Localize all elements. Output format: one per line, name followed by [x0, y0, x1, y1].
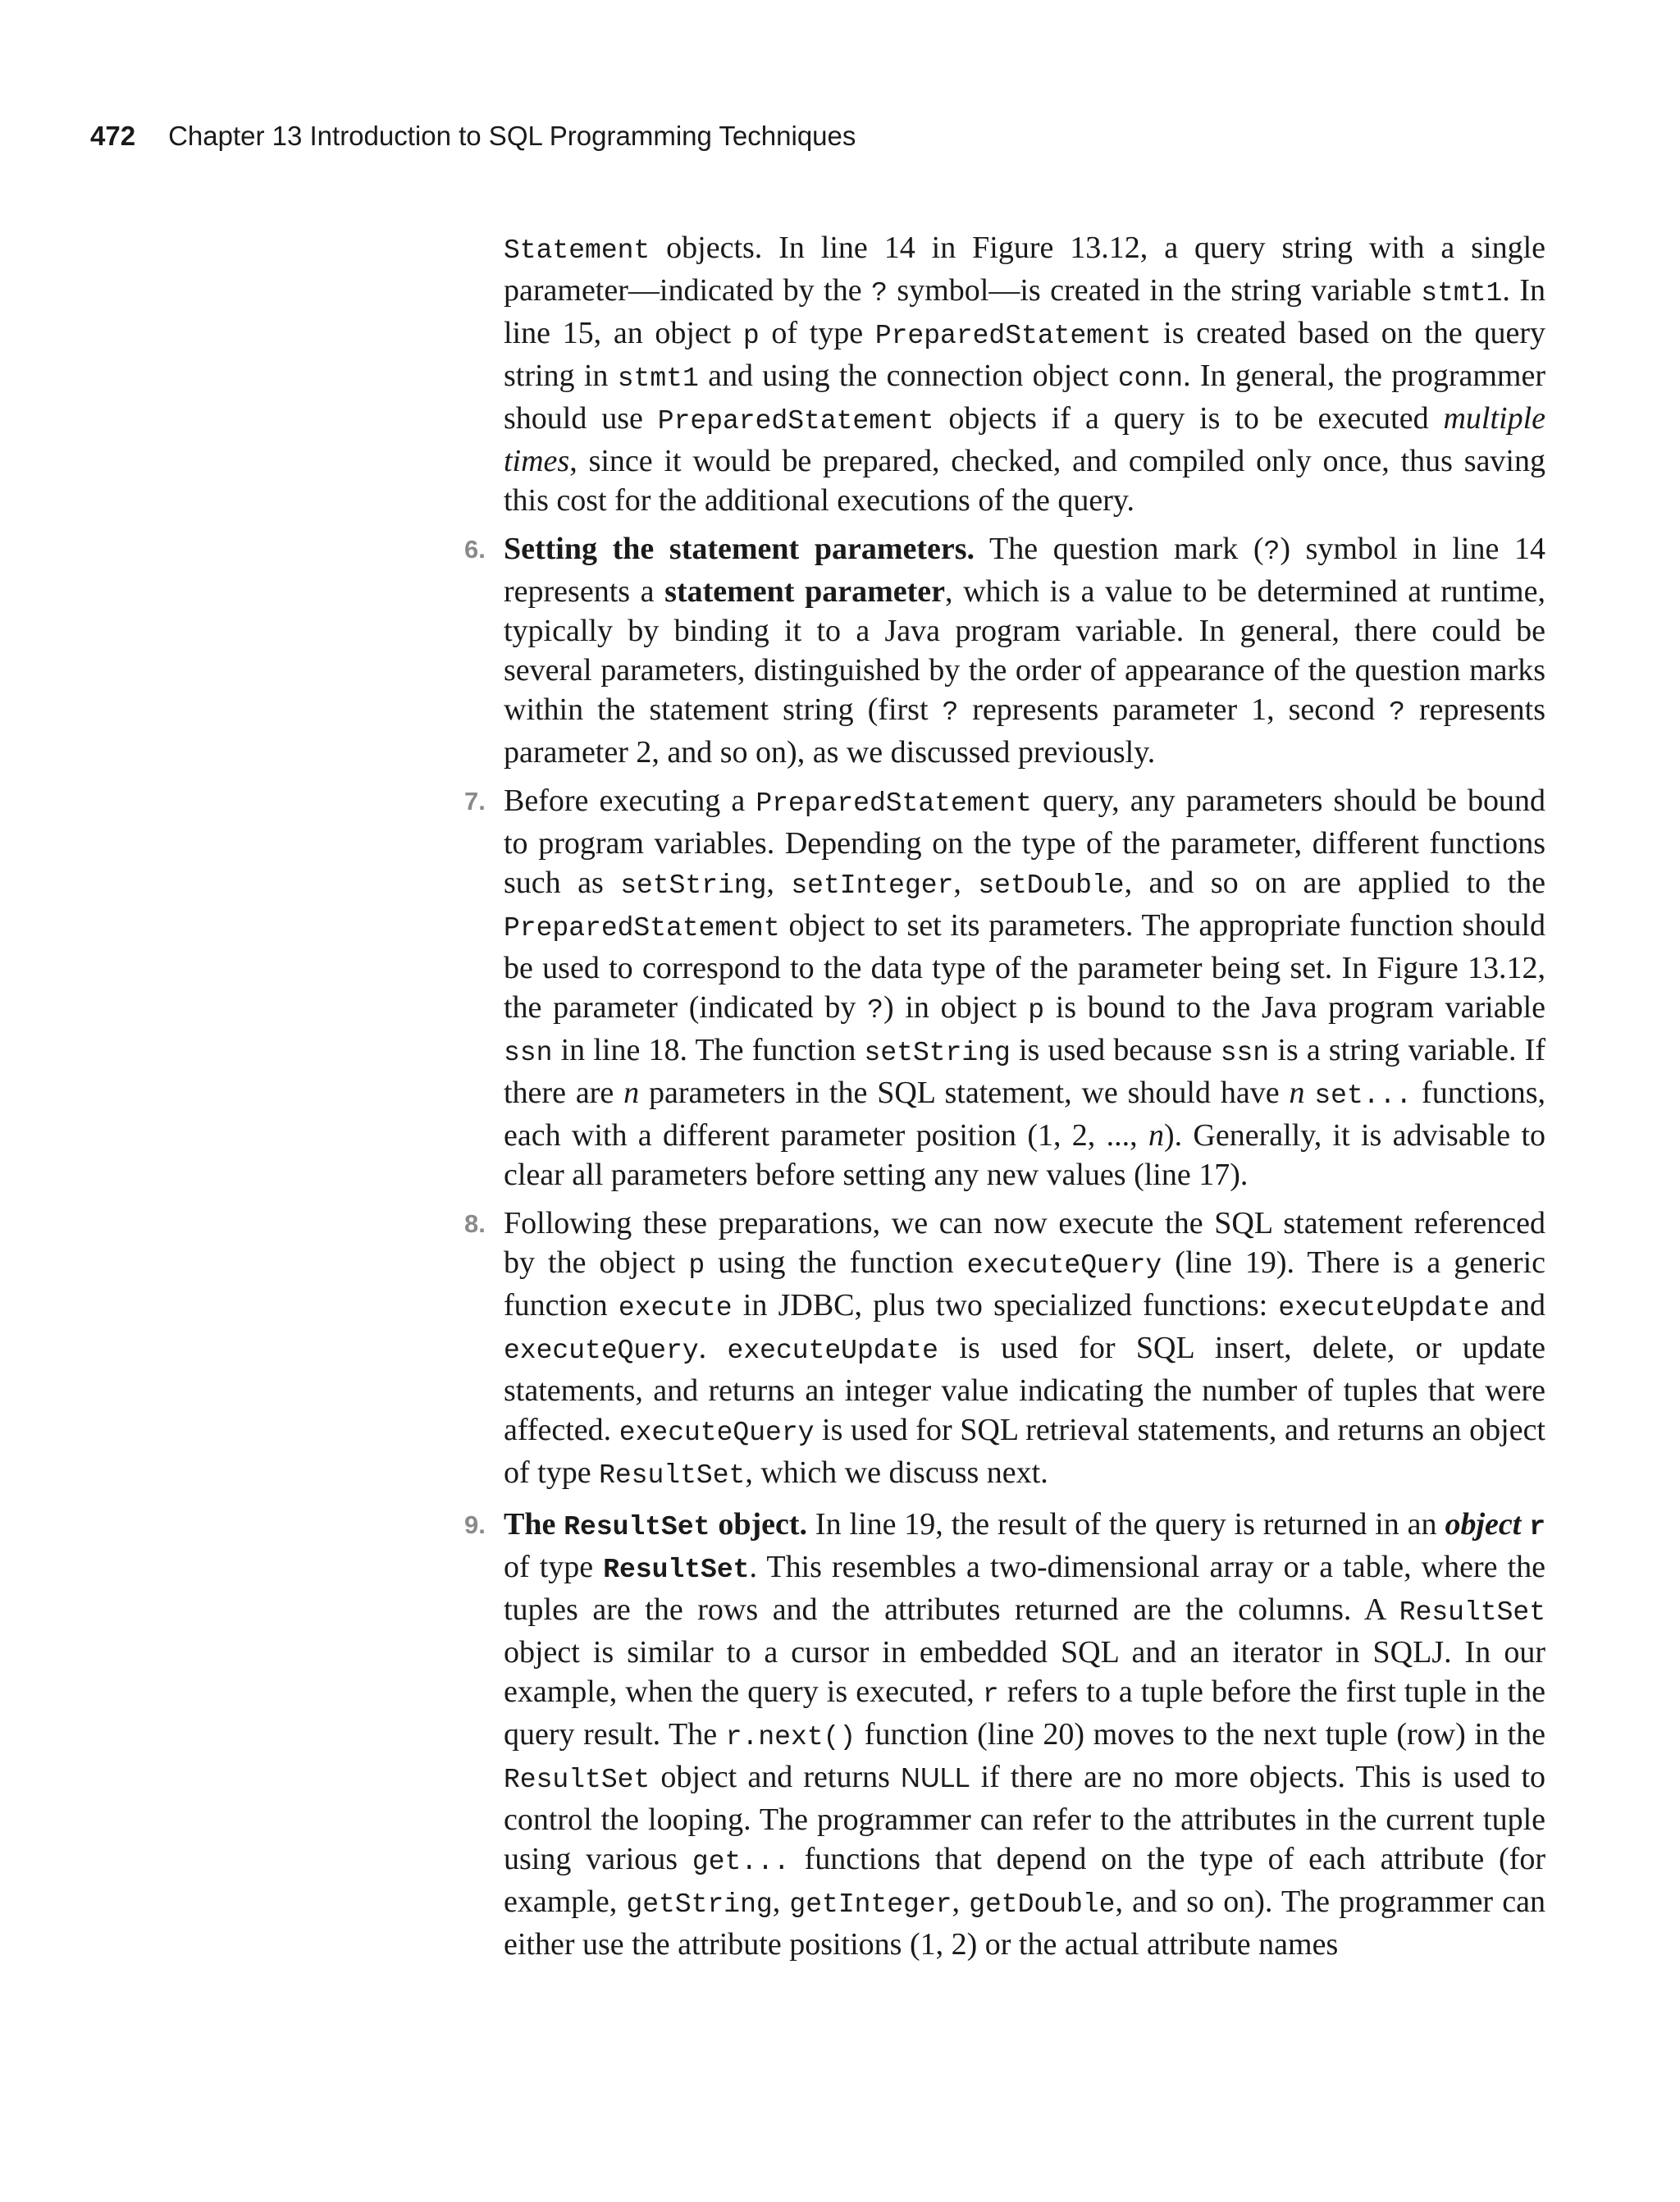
- list-item-9: 9. The ResultSet object. In line 19, the result of the query is returned in an object r of type ResultSet. This resembles a two-dimensional array or a table, where the tuples are the rows and the attributes returned are the columns. A ResultSet object is similar to a cursor in embedded SQL and an iterator in SQLJ. In our example, when the query is executed, r refers to a tuple before the first tuple in the query result. The r.next() function (line 20) moves to the next tuple (row) in the ResultSet object and returns NULL if there are no more objects. This is used to control the looping. The programmer can refer to the attributes in the current tuple using various get... functions that depend on the type of each attribute (for example, getString, getInteger, getDouble, and so on). The programmer can either use the attribute positions (1, 2) or the actual attribute names: [464, 1507, 1546, 1962]
- list-item-6: 6. Setting the statement parameters. The question mark (?) symbol in line 14 represents a statement parameter, which is a value to be determined at runtime, typically by binding it to a Java program variable. In general, there could be several parameters, distinguished by the order of appearance of the question marks within the statement string (first ? represents parameter 1, second ? represents parameter 2, and so on), as we discussed previously.: [464, 532, 1545, 770]
- body-text: [464, 228, 1546, 1964]
- list-number: 6.: [464, 535, 486, 564]
- item-heading: The ResultSet object.: [504, 1507, 808, 1542]
- running-head: [90, 118, 856, 154]
- list-item-8: 8. Following these preparations, we can now execute the SQL statement referenced by the object p using the function executeQuery (line 19). There is a generic function execute in JDBC, plus two specialized functions: executeUpdate and executeQuery. executeUpdate is used for SQL insert, delete, or update statements, and returns an integer value indicating the number of tuples that were affected. executeQuery is used for SQL retrieval statements, and returns an object of type ResultSet, which we discuss next.: [464, 1206, 1546, 1491]
- list-number: 8.: [464, 1209, 486, 1238]
- list-number: 7.: [464, 787, 486, 815]
- page-number: 472: [90, 121, 136, 151]
- chapter-title: Chapter 13 Introduction to SQL Programming Techniques: [168, 121, 856, 151]
- item-heading: Setting the statement parameters.: [504, 532, 975, 566]
- intro-paragraph: Statement objects. In line 14 in Figure 13.12, a query string with a single parameter—indicated by the ? symbol—is created in the string variable stmt1. In line 15, an object p of type PreparedStatement is created based on the query string in stmt1 and using the connection object conn. In general, the programmer should use PreparedStatement objects if a query is to be executed multiple times, since it would be prepared, checked, and compiled only once, thus saving this cost for the additional executions of the query.: [504, 231, 1546, 518]
- list-number: 9.: [464, 1510, 486, 1539]
- list-item-7: 7. Before executing a PreparedStatement query, any parameters should be bound to program variables. Depending on the type of the parameter, different functions such as setString, setInteger, setDouble, and so on are applied to the PreparedStatement object to set its parameters. The appropriate function should be used to correspond to the data type of the parameter being set. In Figure 13.12, the parameter (indicated by ?) in object p is bound to the Java program variable ssn in line 18. The function setString is used because ssn is a string variable. If there are n parameters in the SQL statement, we should have n set... functions, each with a different parameter position (1, 2, ..., n). Generally, it is advisable to clear all parameters before setting any new values (line 17).: [464, 783, 1546, 1192]
